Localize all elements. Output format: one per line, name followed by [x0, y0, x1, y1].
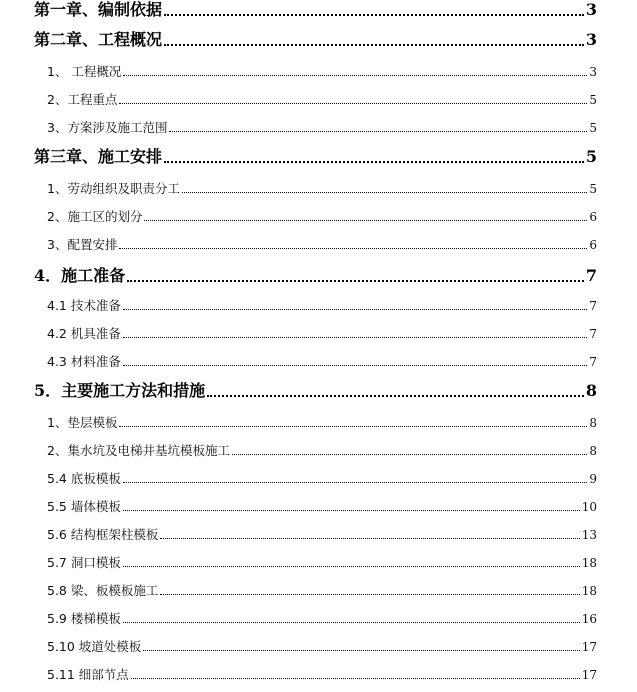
toc-entry-label: 2、施工区的划分	[47, 209, 143, 224]
toc-entry[interactable]	[34, 381, 597, 401]
dot-leader	[123, 75, 587, 76]
toc-entry[interactable]	[47, 555, 597, 571]
toc-entry-label: 5.10 坡道处模板	[47, 639, 142, 654]
toc-entry[interactable]	[47, 611, 597, 627]
toc-entry-page: 3	[585, 30, 597, 49]
toc-entry-page: 8	[589, 416, 597, 430]
dot-leader	[123, 622, 580, 623]
toc-entry-page: 5	[589, 121, 597, 135]
toc-entry-label: 4.2 机具准备	[47, 326, 121, 341]
toc-entry[interactable]	[47, 326, 597, 342]
toc-entry-label: 1、垫层模板	[47, 415, 118, 430]
dot-leader	[123, 510, 580, 511]
toc-entry-label: 4．施工准备	[34, 266, 126, 285]
toc-entry-page: 6	[589, 210, 597, 224]
toc-entry-label: 5.8 梁、板模板施工	[47, 583, 159, 598]
dot-leader	[123, 482, 588, 483]
toc-entry-label: 1、 工程概况	[47, 64, 122, 79]
toc-entry-label: 2、工程重点	[47, 92, 118, 107]
toc-entry[interactable]	[47, 298, 597, 314]
dot-leader	[144, 220, 587, 221]
toc-entry[interactable]	[47, 415, 597, 431]
dot-leader	[143, 650, 579, 651]
dot-leader	[123, 337, 588, 338]
toc-entry-label: 5.9 楼梯模板	[47, 611, 121, 626]
dot-leader	[164, 161, 584, 163]
toc-entry-page: 5	[589, 93, 597, 107]
toc-entry-label: 5.5 墙体模板	[47, 499, 121, 514]
toc-entry-label: 第一章、编制依据	[34, 0, 163, 19]
toc-entry-label: 4.3 材料准备	[47, 354, 121, 369]
toc-entry[interactable]	[47, 237, 597, 253]
toc-entry[interactable]	[47, 583, 597, 599]
toc-entry-page: 7	[589, 355, 597, 369]
toc-entry-label: 5.7 洞口模板	[47, 555, 121, 570]
toc-entry[interactable]	[47, 64, 597, 80]
toc-entry-page: 7	[589, 327, 597, 341]
toc-entry-page: 3	[589, 65, 597, 79]
toc-entry-label: 4.1 技术准备	[47, 298, 121, 313]
toc-entry[interactable]	[34, 30, 597, 50]
dot-leader	[131, 678, 580, 679]
toc-entry-page: 6	[589, 238, 597, 252]
toc-entry-page: 7	[585, 266, 597, 285]
dot-leader	[127, 280, 584, 282]
toc-entry[interactable]	[47, 499, 597, 515]
dot-leader	[232, 454, 587, 455]
dot-leader	[119, 248, 587, 249]
dot-leader	[160, 594, 579, 595]
toc-entry-page: 7	[589, 299, 597, 313]
toc-entry-page: 3	[585, 0, 597, 19]
toc-entry-label: 5.4 底板模板	[47, 471, 121, 486]
toc-entry-label: 5.11 细部节点	[47, 667, 129, 682]
dot-leader	[123, 566, 580, 567]
toc-entry-label: 1、劳动组织及职责分工	[47, 181, 180, 196]
toc-entry[interactable]	[34, 0, 597, 20]
dot-leader	[119, 426, 587, 427]
toc-entry[interactable]	[34, 266, 597, 286]
toc-entry-page: 5	[585, 147, 597, 166]
toc-entry[interactable]	[47, 92, 597, 108]
toc-entry-label: 第三章、施工安排	[34, 147, 163, 166]
toc-entry-label: 5.6 结构框架柱模板	[47, 527, 159, 542]
toc-entry-label: 2、集水坑及电梯井基坑模板施工	[47, 443, 230, 458]
toc-entry-page: 16	[581, 612, 597, 626]
toc-entry-page: 13	[581, 528, 597, 542]
dot-leader	[182, 192, 587, 193]
toc-entry-page: 8	[585, 381, 597, 400]
toc-entry[interactable]	[47, 639, 597, 655]
toc-entry-page: 17	[581, 668, 597, 682]
toc-entry-page: 9	[589, 472, 597, 486]
dot-leader	[164, 14, 584, 16]
toc-entry[interactable]	[47, 667, 597, 683]
dot-leader	[119, 103, 587, 104]
toc-entry-page: 5	[589, 182, 597, 196]
toc-entry-label: 第二章、工程概况	[34, 30, 163, 49]
dot-leader	[160, 538, 579, 539]
dot-leader	[123, 309, 588, 310]
toc-entry-page: 18	[581, 556, 597, 570]
dot-leader	[169, 131, 587, 132]
toc-entry[interactable]	[47, 443, 597, 459]
toc-entry[interactable]	[47, 527, 597, 543]
toc-entry-page: 17	[581, 640, 597, 654]
toc-entry[interactable]	[47, 354, 597, 370]
toc-entry-label: 5．主要施工方法和措施	[34, 381, 206, 400]
toc-entry[interactable]	[47, 209, 597, 225]
toc-entry-page: 18	[581, 584, 597, 598]
toc-entry-label: 3、方案涉及施工范围	[47, 120, 168, 135]
toc-entry-label: 3、配置安排	[47, 237, 118, 252]
dot-leader	[207, 395, 584, 397]
toc-entry-page: 8	[589, 444, 597, 458]
toc-entry[interactable]	[47, 181, 597, 197]
dot-leader	[123, 365, 588, 366]
toc-entry-page: 10	[581, 500, 597, 514]
toc-entry[interactable]	[47, 120, 597, 136]
toc-entry[interactable]	[34, 147, 597, 167]
dot-leader	[164, 44, 584, 46]
toc-entry[interactable]	[47, 471, 597, 487]
